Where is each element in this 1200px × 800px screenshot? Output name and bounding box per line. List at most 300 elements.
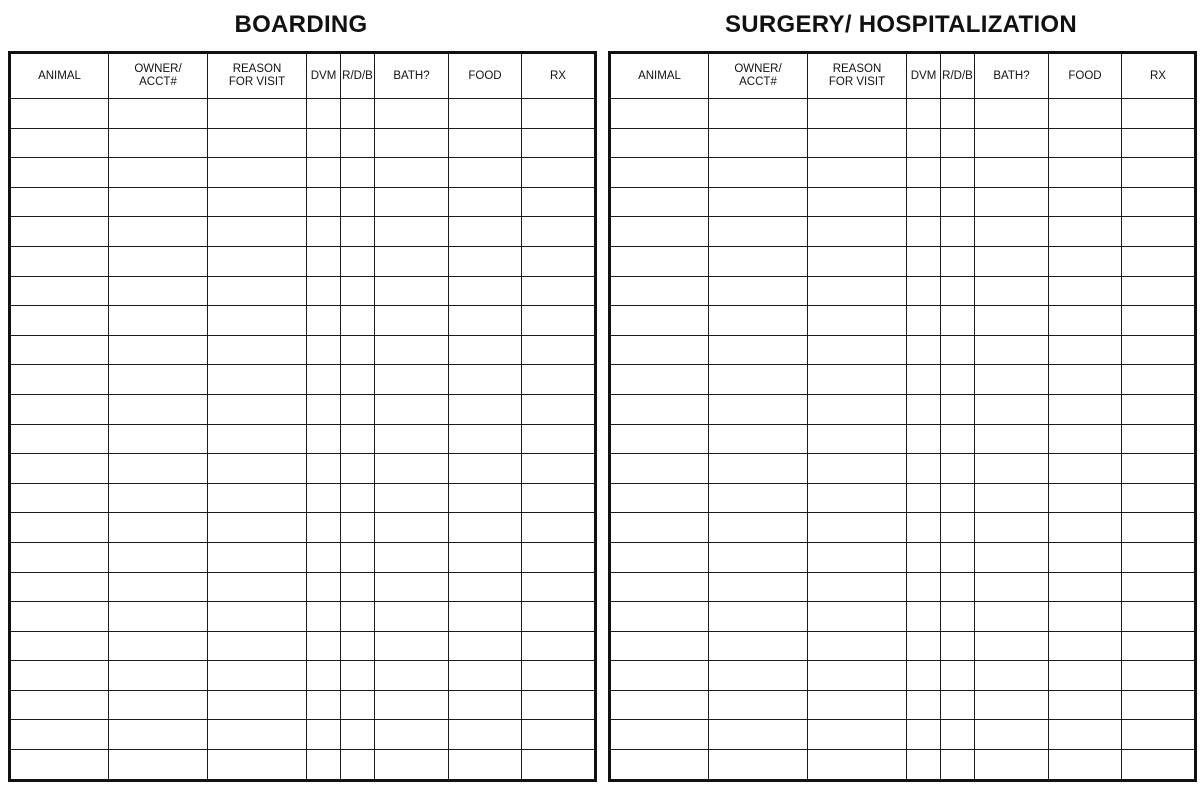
cell-bath[interactable] — [975, 720, 1049, 750]
cell-food[interactable] — [449, 661, 522, 691]
cell-owner-acct[interactable] — [109, 306, 208, 336]
cell-rdb[interactable] — [341, 365, 375, 395]
cell-reason-for-visit[interactable] — [208, 335, 307, 365]
cell-animal[interactable] — [10, 690, 109, 720]
cell-rdb[interactable] — [341, 335, 375, 365]
cell-food[interactable] — [1049, 246, 1122, 276]
cell-rdb[interactable] — [941, 276, 975, 306]
cell-rx[interactable] — [1122, 246, 1196, 276]
cell-owner-acct[interactable] — [109, 158, 208, 188]
cell-rx[interactable] — [522, 158, 596, 188]
cell-owner-acct[interactable] — [709, 720, 808, 750]
cell-dvm[interactable] — [307, 513, 341, 543]
cell-animal[interactable] — [10, 158, 109, 188]
cell-food[interactable] — [1049, 306, 1122, 336]
cell-dvm[interactable] — [307, 750, 341, 781]
cell-dvm[interactable] — [907, 572, 941, 602]
cell-rdb[interactable] — [341, 631, 375, 661]
cell-owner-acct[interactable] — [109, 513, 208, 543]
cell-rx[interactable] — [522, 306, 596, 336]
cell-owner-acct[interactable] — [109, 276, 208, 306]
cell-food[interactable] — [449, 306, 522, 336]
cell-rdb[interactable] — [941, 187, 975, 217]
cell-reason-for-visit[interactable] — [208, 690, 307, 720]
cell-reason-for-visit[interactable] — [808, 424, 907, 454]
cell-animal[interactable] — [610, 158, 709, 188]
cell-reason-for-visit[interactable] — [808, 365, 907, 395]
cell-rx[interactable] — [1122, 424, 1196, 454]
cell-rx[interactable] — [522, 128, 596, 158]
cell-dvm[interactable] — [307, 602, 341, 632]
cell-dvm[interactable] — [307, 128, 341, 158]
cell-food[interactable] — [1049, 217, 1122, 247]
cell-food[interactable] — [449, 542, 522, 572]
cell-reason-for-visit[interactable] — [808, 750, 907, 781]
cell-rdb[interactable] — [341, 187, 375, 217]
cell-bath[interactable] — [975, 246, 1049, 276]
cell-rdb[interactable] — [941, 631, 975, 661]
cell-owner-acct[interactable] — [709, 602, 808, 632]
cell-bath[interactable] — [375, 572, 449, 602]
cell-dvm[interactable] — [907, 602, 941, 632]
cell-animal[interactable] — [610, 483, 709, 513]
cell-food[interactable] — [449, 631, 522, 661]
cell-rx[interactable] — [522, 246, 596, 276]
cell-rx[interactable] — [1122, 572, 1196, 602]
cell-rdb[interactable] — [341, 720, 375, 750]
cell-animal[interactable] — [610, 424, 709, 454]
cell-reason-for-visit[interactable] — [808, 128, 907, 158]
cell-animal[interactable] — [610, 335, 709, 365]
cell-animal[interactable] — [610, 217, 709, 247]
cell-rx[interactable] — [522, 365, 596, 395]
cell-owner-acct[interactable] — [709, 306, 808, 336]
cell-rx[interactable] — [522, 661, 596, 691]
cell-animal[interactable] — [10, 246, 109, 276]
cell-food[interactable] — [1049, 424, 1122, 454]
cell-rx[interactable] — [522, 217, 596, 247]
cell-animal[interactable] — [610, 276, 709, 306]
cell-bath[interactable] — [375, 661, 449, 691]
cell-rdb[interactable] — [341, 572, 375, 602]
cell-reason-for-visit[interactable] — [208, 750, 307, 781]
cell-food[interactable] — [1049, 276, 1122, 306]
cell-dvm[interactable] — [907, 542, 941, 572]
cell-rdb[interactable] — [341, 99, 375, 129]
cell-owner-acct[interactable] — [109, 217, 208, 247]
cell-animal[interactable] — [10, 365, 109, 395]
cell-rdb[interactable] — [341, 602, 375, 632]
cell-owner-acct[interactable] — [109, 631, 208, 661]
cell-food[interactable] — [1049, 690, 1122, 720]
cell-reason-for-visit[interactable] — [208, 365, 307, 395]
cell-rx[interactable] — [522, 602, 596, 632]
cell-owner-acct[interactable] — [109, 187, 208, 217]
cell-rx[interactable] — [1122, 513, 1196, 543]
cell-dvm[interactable] — [907, 99, 941, 129]
cell-owner-acct[interactable] — [109, 454, 208, 484]
cell-owner-acct[interactable] — [109, 128, 208, 158]
cell-reason-for-visit[interactable] — [208, 513, 307, 543]
cell-food[interactable] — [1049, 720, 1122, 750]
cell-rx[interactable] — [1122, 217, 1196, 247]
cell-animal[interactable] — [10, 454, 109, 484]
cell-owner-acct[interactable] — [709, 513, 808, 543]
cell-dvm[interactable] — [307, 542, 341, 572]
cell-food[interactable] — [1049, 158, 1122, 188]
cell-bath[interactable] — [375, 394, 449, 424]
cell-reason-for-visit[interactable] — [808, 572, 907, 602]
cell-reason-for-visit[interactable] — [808, 690, 907, 720]
cell-rdb[interactable] — [341, 483, 375, 513]
cell-rdb[interactable] — [941, 158, 975, 188]
cell-rx[interactable] — [522, 454, 596, 484]
cell-reason-for-visit[interactable] — [208, 158, 307, 188]
cell-reason-for-visit[interactable] — [808, 99, 907, 129]
cell-animal[interactable] — [610, 542, 709, 572]
cell-reason-for-visit[interactable] — [808, 394, 907, 424]
cell-reason-for-visit[interactable] — [808, 187, 907, 217]
cell-rx[interactable] — [522, 276, 596, 306]
cell-dvm[interactable] — [307, 631, 341, 661]
cell-dvm[interactable] — [907, 246, 941, 276]
cell-bath[interactable] — [375, 187, 449, 217]
cell-rx[interactable] — [522, 99, 596, 129]
cell-dvm[interactable] — [307, 365, 341, 395]
cell-owner-acct[interactable] — [709, 128, 808, 158]
cell-animal[interactable] — [10, 276, 109, 306]
cell-rdb[interactable] — [341, 217, 375, 247]
cell-reason-for-visit[interactable] — [808, 335, 907, 365]
cell-rx[interactable] — [522, 690, 596, 720]
cell-bath[interactable] — [975, 631, 1049, 661]
cell-dvm[interactable] — [307, 483, 341, 513]
cell-rx[interactable] — [522, 720, 596, 750]
cell-owner-acct[interactable] — [709, 246, 808, 276]
cell-animal[interactable] — [610, 246, 709, 276]
cell-food[interactable] — [449, 365, 522, 395]
cell-rdb[interactable] — [941, 128, 975, 158]
cell-reason-for-visit[interactable] — [808, 720, 907, 750]
cell-food[interactable] — [449, 720, 522, 750]
cell-rx[interactable] — [522, 394, 596, 424]
cell-food[interactable] — [1049, 661, 1122, 691]
cell-reason-for-visit[interactable] — [208, 602, 307, 632]
cell-reason-for-visit[interactable] — [208, 483, 307, 513]
cell-food[interactable] — [449, 750, 522, 781]
cell-animal[interactable] — [10, 631, 109, 661]
cell-animal[interactable] — [10, 750, 109, 781]
cell-reason-for-visit[interactable] — [808, 246, 907, 276]
cell-rx[interactable] — [522, 572, 596, 602]
cell-food[interactable] — [1049, 513, 1122, 543]
cell-rx[interactable] — [522, 631, 596, 661]
cell-rx[interactable] — [1122, 602, 1196, 632]
cell-animal[interactable] — [610, 661, 709, 691]
cell-rdb[interactable] — [941, 365, 975, 395]
cell-bath[interactable] — [975, 365, 1049, 395]
cell-bath[interactable] — [375, 602, 449, 632]
cell-dvm[interactable] — [307, 720, 341, 750]
cell-owner-acct[interactable] — [709, 631, 808, 661]
cell-bath[interactable] — [375, 454, 449, 484]
cell-dvm[interactable] — [907, 690, 941, 720]
cell-owner-acct[interactable] — [109, 750, 208, 781]
cell-animal[interactable] — [610, 306, 709, 336]
cell-dvm[interactable] — [907, 720, 941, 750]
cell-bath[interactable] — [375, 128, 449, 158]
cell-owner-acct[interactable] — [109, 661, 208, 691]
cell-food[interactable] — [449, 454, 522, 484]
cell-dvm[interactable] — [907, 454, 941, 484]
cell-owner-acct[interactable] — [709, 217, 808, 247]
cell-dvm[interactable] — [907, 750, 941, 781]
cell-bath[interactable] — [975, 542, 1049, 572]
cell-dvm[interactable] — [307, 335, 341, 365]
cell-dvm[interactable] — [907, 661, 941, 691]
cell-food[interactable] — [449, 187, 522, 217]
cell-rdb[interactable] — [941, 750, 975, 781]
cell-owner-acct[interactable] — [109, 394, 208, 424]
cell-rx[interactable] — [1122, 661, 1196, 691]
cell-owner-acct[interactable] — [109, 365, 208, 395]
cell-dvm[interactable] — [307, 158, 341, 188]
cell-bath[interactable] — [975, 690, 1049, 720]
cell-owner-acct[interactable] — [109, 424, 208, 454]
cell-animal[interactable] — [610, 128, 709, 158]
cell-reason-for-visit[interactable] — [208, 246, 307, 276]
cell-food[interactable] — [449, 276, 522, 306]
cell-bath[interactable] — [375, 631, 449, 661]
cell-reason-for-visit[interactable] — [808, 454, 907, 484]
cell-dvm[interactable] — [307, 661, 341, 691]
cell-reason-for-visit[interactable] — [208, 542, 307, 572]
cell-owner-acct[interactable] — [109, 602, 208, 632]
cell-reason-for-visit[interactable] — [808, 306, 907, 336]
cell-bath[interactable] — [375, 99, 449, 129]
cell-rx[interactable] — [1122, 128, 1196, 158]
cell-dvm[interactable] — [307, 276, 341, 306]
cell-food[interactable] — [449, 690, 522, 720]
cell-animal[interactable] — [10, 128, 109, 158]
cell-reason-for-visit[interactable] — [208, 572, 307, 602]
cell-reason-for-visit[interactable] — [208, 424, 307, 454]
cell-rx[interactable] — [1122, 750, 1196, 781]
cell-food[interactable] — [449, 158, 522, 188]
cell-rx[interactable] — [1122, 631, 1196, 661]
cell-food[interactable] — [1049, 394, 1122, 424]
cell-rdb[interactable] — [941, 542, 975, 572]
cell-bath[interactable] — [375, 217, 449, 247]
cell-rdb[interactable] — [341, 128, 375, 158]
cell-food[interactable] — [1049, 128, 1122, 158]
cell-owner-acct[interactable] — [709, 394, 808, 424]
cell-food[interactable] — [449, 424, 522, 454]
cell-food[interactable] — [1049, 542, 1122, 572]
cell-reason-for-visit[interactable] — [208, 720, 307, 750]
cell-food[interactable] — [449, 335, 522, 365]
cell-bath[interactable] — [975, 99, 1049, 129]
cell-rx[interactable] — [1122, 99, 1196, 129]
cell-dvm[interactable] — [907, 128, 941, 158]
cell-bath[interactable] — [975, 158, 1049, 188]
cell-bath[interactable] — [975, 661, 1049, 691]
cell-reason-for-visit[interactable] — [808, 483, 907, 513]
cell-bath[interactable] — [975, 276, 1049, 306]
cell-animal[interactable] — [10, 99, 109, 129]
cell-rdb[interactable] — [341, 306, 375, 336]
cell-dvm[interactable] — [907, 158, 941, 188]
cell-reason-for-visit[interactable] — [808, 158, 907, 188]
cell-rx[interactable] — [522, 483, 596, 513]
cell-rdb[interactable] — [941, 720, 975, 750]
cell-animal[interactable] — [10, 424, 109, 454]
cell-rdb[interactable] — [941, 602, 975, 632]
cell-dvm[interactable] — [907, 513, 941, 543]
cell-bath[interactable] — [375, 335, 449, 365]
cell-rx[interactable] — [1122, 365, 1196, 395]
cell-animal[interactable] — [10, 542, 109, 572]
cell-rdb[interactable] — [341, 246, 375, 276]
cell-bath[interactable] — [975, 513, 1049, 543]
cell-rdb[interactable] — [341, 750, 375, 781]
cell-bath[interactable] — [375, 424, 449, 454]
cell-reason-for-visit[interactable] — [208, 306, 307, 336]
cell-dvm[interactable] — [907, 631, 941, 661]
cell-owner-acct[interactable] — [709, 158, 808, 188]
cell-rdb[interactable] — [341, 542, 375, 572]
cell-bath[interactable] — [375, 306, 449, 336]
cell-bath[interactable] — [975, 483, 1049, 513]
cell-rdb[interactable] — [941, 424, 975, 454]
cell-dvm[interactable] — [907, 187, 941, 217]
cell-bath[interactable] — [975, 128, 1049, 158]
cell-rdb[interactable] — [941, 513, 975, 543]
cell-rdb[interactable] — [941, 661, 975, 691]
cell-rdb[interactable] — [941, 217, 975, 247]
cell-food[interactable] — [1049, 365, 1122, 395]
cell-bath[interactable] — [375, 158, 449, 188]
cell-owner-acct[interactable] — [109, 720, 208, 750]
cell-reason-for-visit[interactable] — [808, 542, 907, 572]
cell-food[interactable] — [1049, 750, 1122, 781]
cell-rdb[interactable] — [341, 394, 375, 424]
cell-bath[interactable] — [975, 750, 1049, 781]
cell-rdb[interactable] — [941, 690, 975, 720]
cell-bath[interactable] — [975, 454, 1049, 484]
cell-bath[interactable] — [975, 187, 1049, 217]
cell-rdb[interactable] — [341, 158, 375, 188]
cell-rx[interactable] — [522, 335, 596, 365]
cell-rdb[interactable] — [941, 483, 975, 513]
cell-rx[interactable] — [1122, 542, 1196, 572]
cell-bath[interactable] — [375, 246, 449, 276]
cell-owner-acct[interactable] — [709, 750, 808, 781]
cell-animal[interactable] — [610, 187, 709, 217]
cell-food[interactable] — [449, 394, 522, 424]
cell-bath[interactable] — [375, 690, 449, 720]
cell-owner-acct[interactable] — [109, 99, 208, 129]
cell-dvm[interactable] — [307, 217, 341, 247]
cell-rx[interactable] — [1122, 306, 1196, 336]
cell-rx[interactable] — [1122, 158, 1196, 188]
cell-reason-for-visit[interactable] — [808, 661, 907, 691]
cell-animal[interactable] — [10, 661, 109, 691]
cell-food[interactable] — [449, 602, 522, 632]
cell-bath[interactable] — [375, 720, 449, 750]
cell-dvm[interactable] — [907, 394, 941, 424]
cell-reason-for-visit[interactable] — [808, 513, 907, 543]
cell-owner-acct[interactable] — [709, 276, 808, 306]
cell-rdb[interactable] — [341, 424, 375, 454]
cell-bath[interactable] — [975, 335, 1049, 365]
cell-animal[interactable] — [610, 720, 709, 750]
cell-dvm[interactable] — [907, 424, 941, 454]
cell-dvm[interactable] — [907, 483, 941, 513]
cell-food[interactable] — [1049, 483, 1122, 513]
cell-owner-acct[interactable] — [709, 661, 808, 691]
cell-animal[interactable] — [610, 365, 709, 395]
cell-food[interactable] — [449, 513, 522, 543]
cell-bath[interactable] — [375, 276, 449, 306]
cell-food[interactable] — [1049, 335, 1122, 365]
cell-rdb[interactable] — [341, 276, 375, 306]
cell-rdb[interactable] — [941, 572, 975, 602]
cell-reason-for-visit[interactable] — [208, 454, 307, 484]
cell-dvm[interactable] — [307, 306, 341, 336]
cell-bath[interactable] — [375, 750, 449, 781]
cell-owner-acct[interactable] — [709, 542, 808, 572]
cell-dvm[interactable] — [307, 99, 341, 129]
cell-bath[interactable] — [975, 572, 1049, 602]
cell-reason-for-visit[interactable] — [208, 128, 307, 158]
cell-bath[interactable] — [975, 217, 1049, 247]
cell-reason-for-visit[interactable] — [808, 631, 907, 661]
cell-rdb[interactable] — [341, 454, 375, 484]
cell-dvm[interactable] — [307, 187, 341, 217]
cell-rx[interactable] — [522, 542, 596, 572]
cell-food[interactable] — [1049, 187, 1122, 217]
cell-animal[interactable] — [10, 335, 109, 365]
cell-animal[interactable] — [10, 572, 109, 602]
cell-owner-acct[interactable] — [709, 483, 808, 513]
cell-owner-acct[interactable] — [709, 690, 808, 720]
cell-animal[interactable] — [610, 394, 709, 424]
cell-food[interactable] — [1049, 631, 1122, 661]
cell-bath[interactable] — [375, 483, 449, 513]
cell-rx[interactable] — [1122, 187, 1196, 217]
cell-food[interactable] — [449, 246, 522, 276]
cell-bath[interactable] — [375, 542, 449, 572]
cell-rdb[interactable] — [341, 661, 375, 691]
cell-reason-for-visit[interactable] — [208, 661, 307, 691]
cell-bath[interactable] — [375, 365, 449, 395]
cell-owner-acct[interactable] — [109, 572, 208, 602]
cell-owner-acct[interactable] — [709, 187, 808, 217]
cell-rx[interactable] — [522, 750, 596, 781]
cell-food[interactable] — [449, 217, 522, 247]
cell-rx[interactable] — [522, 424, 596, 454]
cell-rx[interactable] — [1122, 335, 1196, 365]
cell-reason-for-visit[interactable] — [208, 276, 307, 306]
cell-rx[interactable] — [1122, 276, 1196, 306]
cell-owner-acct[interactable] — [709, 365, 808, 395]
cell-animal[interactable] — [10, 720, 109, 750]
cell-rx[interactable] — [1122, 690, 1196, 720]
cell-owner-acct[interactable] — [109, 690, 208, 720]
cell-reason-for-visit[interactable] — [808, 276, 907, 306]
cell-food[interactable] — [449, 128, 522, 158]
